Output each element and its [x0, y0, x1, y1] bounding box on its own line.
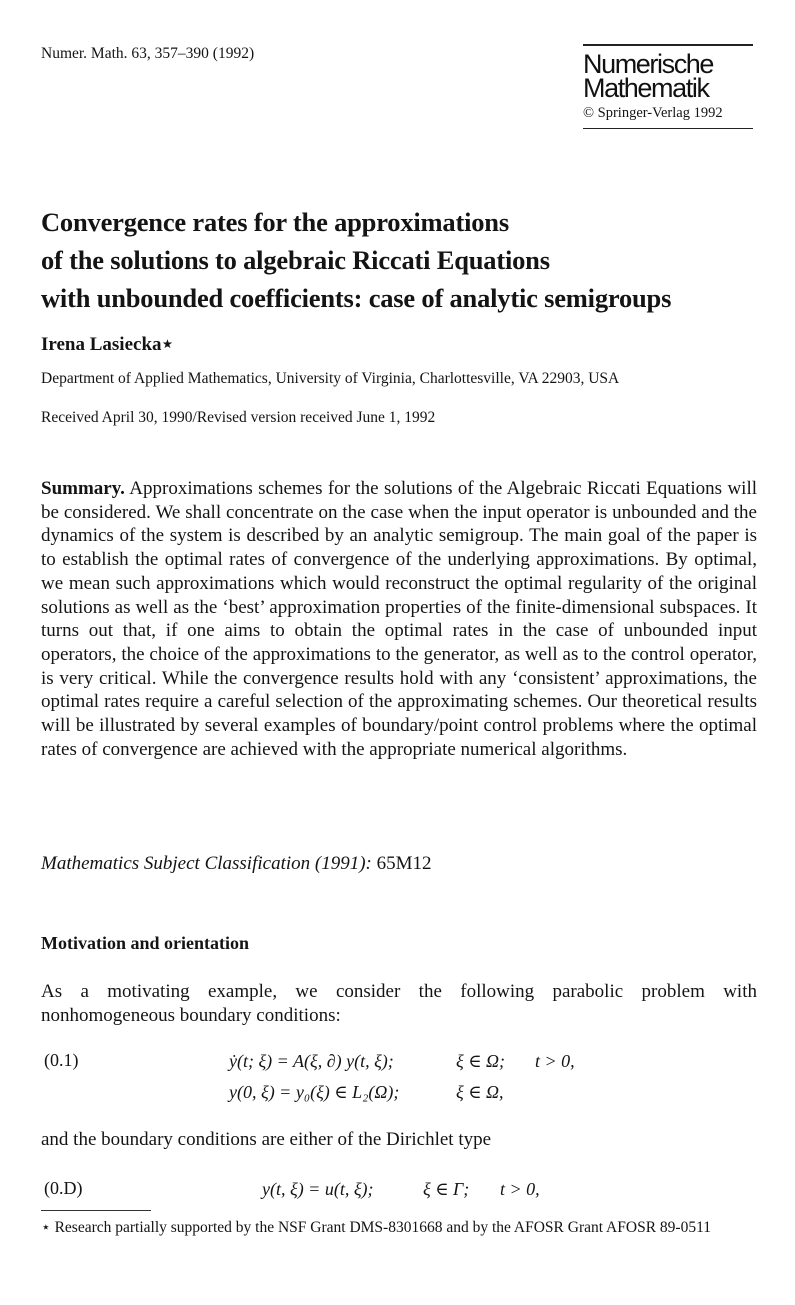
masthead-bottom-rule [583, 128, 753, 130]
journal-citation: Numer. Math. 63, 357–390 (1992) [41, 45, 255, 62]
summary-label: Summary. [41, 478, 125, 499]
title-line: Convergence rates for the approximations [41, 207, 509, 237]
author-affiliation: Department of Applied Mathematics, University of Virginia, Charlottesville, VA 22903, USA [41, 370, 620, 387]
title-line: of the solutions to algebraic Riccati Equations [41, 245, 550, 275]
equation-0-1-cond1: t > 0, [535, 1051, 575, 1071]
equation-label-0-D: (0.D) [44, 1178, 83, 1198]
subject-classification [41, 853, 432, 875]
journal-name-line2: Mathematik [583, 72, 709, 103]
received-dates: Received April 30, 1990/Revised version received June 1, 1992 [41, 409, 436, 426]
equation-0-1-line2: y(0, ξ) = y₀(ξ) ∈ L₂(Ω); [229, 1082, 400, 1102]
equation-0-D-domain: ξ ∈ Γ; [423, 1179, 470, 1199]
journal-logo [583, 48, 753, 103]
title-line: with unbounded coefficients: case of analytic semigroups [41, 283, 672, 313]
equation-label-0-1: (0.1) [44, 1050, 79, 1070]
equation-0-1-domain2: ξ ∈ Ω, [456, 1082, 504, 1102]
equation-0-D-cond: t > 0, [500, 1179, 540, 1199]
article-title [41, 203, 781, 317]
msc-label: Mathematics Subject Classification (1991): [41, 853, 372, 874]
author-name: Irena Lasiecka⋆ [41, 334, 174, 355]
journal-name-line1: Numerische [583, 48, 714, 79]
boundary-condition-text: and the boundary conditions are either of the Dirichlet type [41, 1129, 492, 1150]
section-heading: Motivation and orientation [41, 933, 250, 953]
footnote: ⋆ Research partially supported by the NSF Grant DMS-8301668 and by the AFOSR Grant AFOSR 89-0511 [41, 1219, 711, 1236]
intro-paragraph: As a motivating example, we consider the following parabolic problem with nonhomogeneous boundary conditions: [41, 981, 757, 1026]
msc-code: 65M12 [376, 853, 432, 874]
equation-0-1-domain1: ξ ∈ Ω; [456, 1051, 506, 1071]
equation-0-1-line1: ẏ(t; ξ) = A(ξ, ∂) y(t, ξ); [229, 1051, 394, 1071]
journal-masthead [583, 44, 753, 129]
summary-paragraph [41, 477, 757, 761]
footnote-rule [41, 1210, 151, 1211]
masthead-top-rule [583, 44, 753, 46]
copyright-notice: © Springer-Verlag 1992 [583, 104, 723, 121]
summary-text: Approximations schemes for the solutions of the Algebraic Riccati Equations will be considered. We shall concentrate on the case when the input operator is unbounded and the dynamics of the system is described by an analytic semigroup. The main goal of the paper is to establish the optimal rates of convergence of the underlying approximations. By optimal, we mean such approximations which would reconstruct the optimal regularity of the original solutions as well as the ‘best’ approximation properties of the finite-dimensional subspaces. It turns out that, if one aims to obtain the optimal rates in the case of unbounded input operators, the choice of the approximations to the generator, as well as to the control operator, is very critical. While the convergence results hold with any ‘consistent’ approximations, the optimal rates require a careful selection of the approximating schemes. Our theoretical results will be illustrated by several examples of boundary/point control problems where the optimal rates of convergence are achieved with the appropriate numerical algorithms. [41, 478, 758, 760]
equation-0-D: y(t, ξ) = u(t, ξ); [262, 1179, 374, 1199]
